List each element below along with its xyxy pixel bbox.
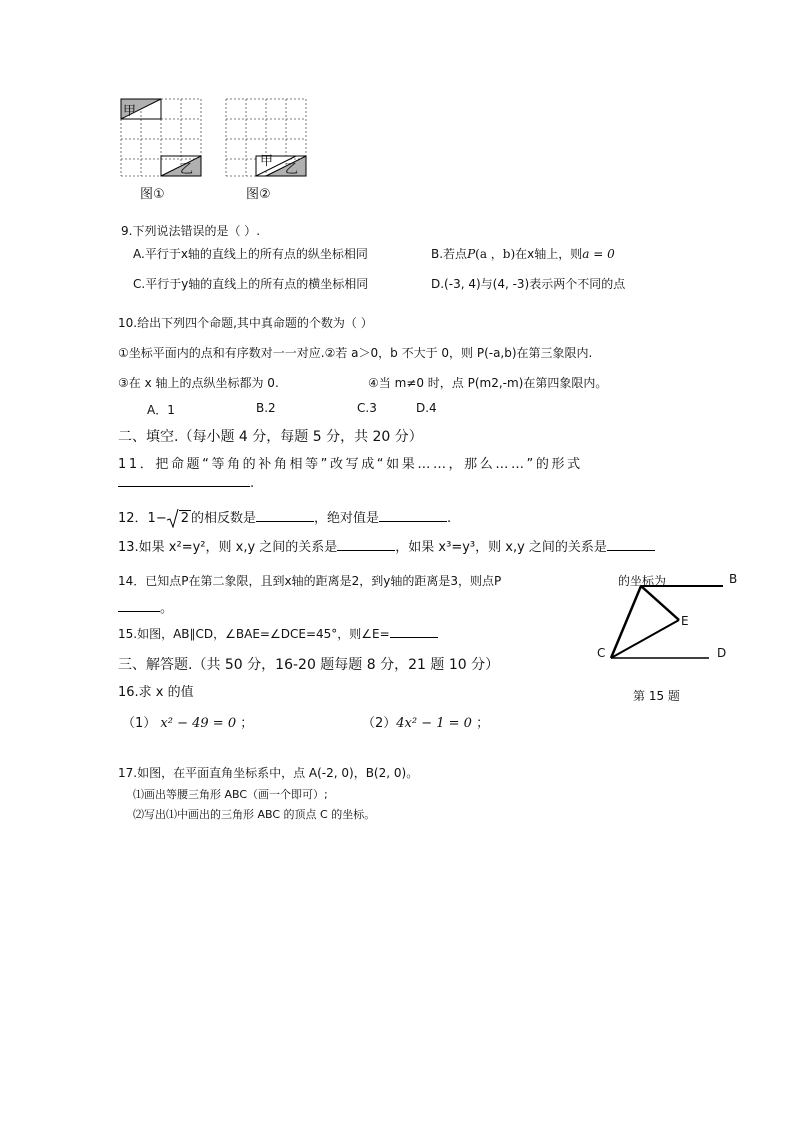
- grid1-label-yi: 乙: [180, 162, 194, 177]
- q15-text: 15.如图，AB∥CD，∠BAE=∠DCE=45°，则∠E=: [118, 625, 438, 642]
- q10-option-a: A．1: [147, 403, 175, 417]
- section-2-heading: 二、填空.（每小题 4 分，每题 5 分，共 20 分）: [118, 429, 423, 445]
- q9-option-a: A.平行于x轴的直线上的所有点的纵坐标相同: [133, 247, 368, 261]
- q10-statement-4: ④当 m≠0 时，点 P(m2,-m)在第四象限内。: [368, 376, 608, 390]
- q9-option-d: D.(-3, 4)与(4, -3)表示两个不同的点: [431, 277, 626, 291]
- grid1-caption: 图①: [140, 187, 165, 202]
- grid1-label-jia: 甲: [123, 104, 137, 119]
- q16-stem: 16.求 x 的值: [118, 685, 194, 700]
- q14-blank[interactable]: [118, 599, 160, 612]
- grid2-caption: 图②: [246, 187, 271, 202]
- q13-blank-2[interactable]: [607, 550, 655, 551]
- fig15-label-e: E: [681, 614, 689, 628]
- q10-stem: 10.给出下列四个命题,其中真命题的个数为（ ）: [118, 316, 373, 330]
- fig15-label-d: D: [717, 646, 727, 660]
- q9-stem: 9.下列说法错误的是（ ）.: [121, 224, 261, 238]
- fig15-label-b: B: [729, 572, 738, 586]
- line-ce: [611, 620, 679, 658]
- q11-blank[interactable]: [118, 474, 250, 487]
- q12-text: 12．1− 2 的相反数是 ，绝对值是 .: [118, 511, 452, 526]
- q9-option-c: C.平行于y轴的直线上的所有点的横坐标相同: [133, 277, 369, 291]
- fig15-label-c: C: [597, 646, 606, 660]
- q13-blank-1[interactable]: [337, 538, 395, 551]
- sqrt-symbol: 2: [167, 511, 191, 526]
- q12-blank-absolute[interactable]: [379, 509, 447, 522]
- q16-part-1: （1） x² − 49 = 0 ；: [122, 716, 254, 731]
- q15-blank[interactable]: [390, 625, 438, 638]
- grid2-label-jia: 甲: [260, 154, 274, 169]
- q10-statements-1-2: ①坐标平面内的点和有序数对一一对应.②若 a＞0，b 不大于 0，则 P(-a,b)在第三象限内.: [118, 346, 593, 360]
- q10-option-c: C.3: [357, 401, 377, 415]
- q9-option-b: B.若点P(a ，b)在x轴上，则a = 0: [431, 247, 615, 261]
- q10-option-b: B.2: [256, 401, 276, 415]
- section-3-heading: 三、解答题.（共 50 分，16-20 题每题 8 分，21 题 10 分）: [118, 657, 500, 673]
- line-ae: [641, 586, 679, 620]
- q14-tail: 的坐标为: [618, 574, 667, 588]
- q17-part-1: ⑴画出等腰三角形 ABC（画一个即可）;: [133, 788, 328, 801]
- q11-answer-line: .: [118, 474, 254, 491]
- q11-text: 11．把命题“等角的补角相等”改写成“如果……，那么……”的形式: [118, 457, 583, 472]
- q17-part-2: ⑵写出⑴中画出的三角形 ABC 的顶点 C 的坐标。: [133, 808, 376, 821]
- q10-statement-3: ③在 x 轴上的点纵坐标都为 0.: [118, 376, 279, 390]
- q14-answer-line: 。: [118, 597, 173, 616]
- q10-option-d: D.4: [416, 401, 437, 415]
- q16-part-2: （2）4x² − 1 = 0 ；: [362, 716, 490, 731]
- q14-text: 14．已知点P在第二象限，且到x轴的距离是2，到y轴的距离是3，则点P: [118, 574, 502, 588]
- grid2-label-yi: 乙: [285, 162, 299, 177]
- q12-blank-opposite[interactable]: [256, 509, 314, 522]
- q17-stem: 17.如图，在平面直角坐标系中，点 A(-2, 0)，B(2, 0)。: [118, 766, 419, 780]
- q13-text: 13.如果 x²=y²，则 x,y 之间的关系是 ，如果 x³=y³，则 x,y 之间的关系是: [118, 540, 607, 555]
- line-ac: [611, 586, 641, 658]
- fig15-caption: 第 15 题: [633, 689, 680, 703]
